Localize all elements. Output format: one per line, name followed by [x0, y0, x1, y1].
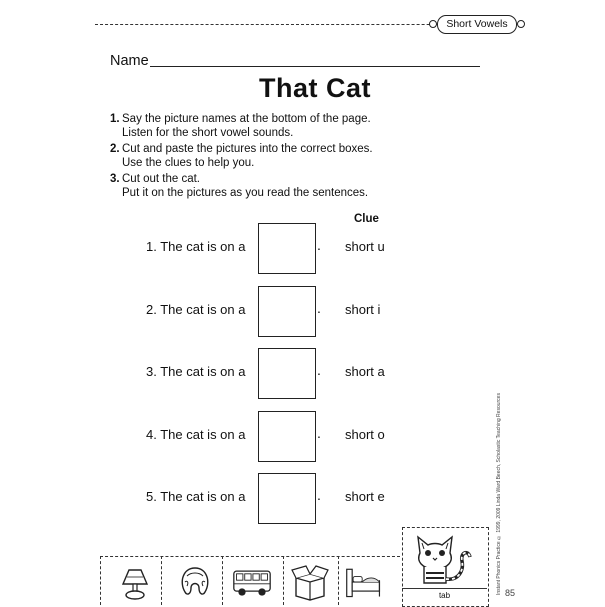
wig-icon[interactable]: [175, 562, 215, 602]
name-label: Name: [110, 53, 149, 69]
sentence-5: 5. The cat is on a: [146, 489, 246, 504]
page-number: 85: [505, 588, 516, 598]
tag-dot-left: [429, 20, 437, 28]
cat-tab-label: tab: [402, 588, 487, 603]
cut-divider: [161, 556, 162, 605]
instruction-1: 1. Say the picture names at the bottom of the page. Listen for the short vowel sounds.: [110, 113, 371, 139]
clue-1: short u: [345, 239, 385, 254]
paste-box-2[interactable]: [258, 286, 316, 337]
period-3: .: [317, 362, 321, 378]
cut-divider: [338, 556, 339, 605]
clue-4: short o: [345, 427, 385, 442]
cut-divider: [100, 556, 101, 605]
bed-icon[interactable]: [344, 562, 384, 602]
clue-3: short a: [345, 364, 385, 379]
bus-icon[interactable]: [232, 562, 272, 602]
clue-header: Clue: [354, 213, 379, 225]
paste-box-5[interactable]: [258, 473, 316, 524]
paste-box-3[interactable]: [258, 348, 316, 399]
period-1: .: [317, 237, 321, 253]
name-write-line[interactable]: [150, 66, 480, 67]
lamp-icon[interactable]: [115, 562, 155, 602]
section-tag: Short Vowels: [437, 15, 517, 34]
cut-divider: [222, 556, 223, 605]
period-4: .: [317, 425, 321, 441]
box-icon[interactable]: [290, 562, 330, 602]
sentence-2: 2. The cat is on a: [146, 302, 246, 317]
period-5: .: [317, 487, 321, 503]
period-2: .: [317, 300, 321, 316]
tag-dot-right: [517, 20, 525, 28]
paste-box-4[interactable]: [258, 411, 316, 462]
page-title: That Cat: [259, 73, 371, 103]
sentence-1: 1. The cat is on a: [146, 239, 246, 254]
cut-divider: [283, 556, 284, 605]
instruction-2: 2. Cut and paste the pictures into the correct boxes. Use the clues to help you.: [110, 143, 373, 169]
instruction-3: 3. Cut out the cat. Put it on the pictures as you read the sentences.: [110, 173, 369, 199]
copyright-credit: Instant Phonics Practice © 1999, 2009 Linda Ward Beech, Scholastic Teaching Resources: [496, 393, 502, 595]
cat-icon[interactable]: [410, 531, 476, 586]
cut-strip-top-line: [100, 556, 400, 557]
clue-2: short i: [345, 302, 381, 317]
clue-5: short e: [345, 489, 385, 504]
sentence-3: 3. The cat is on a: [146, 364, 246, 379]
sentence-4: 4. The cat is on a: [146, 427, 246, 442]
paste-box-1[interactable]: [258, 223, 316, 274]
